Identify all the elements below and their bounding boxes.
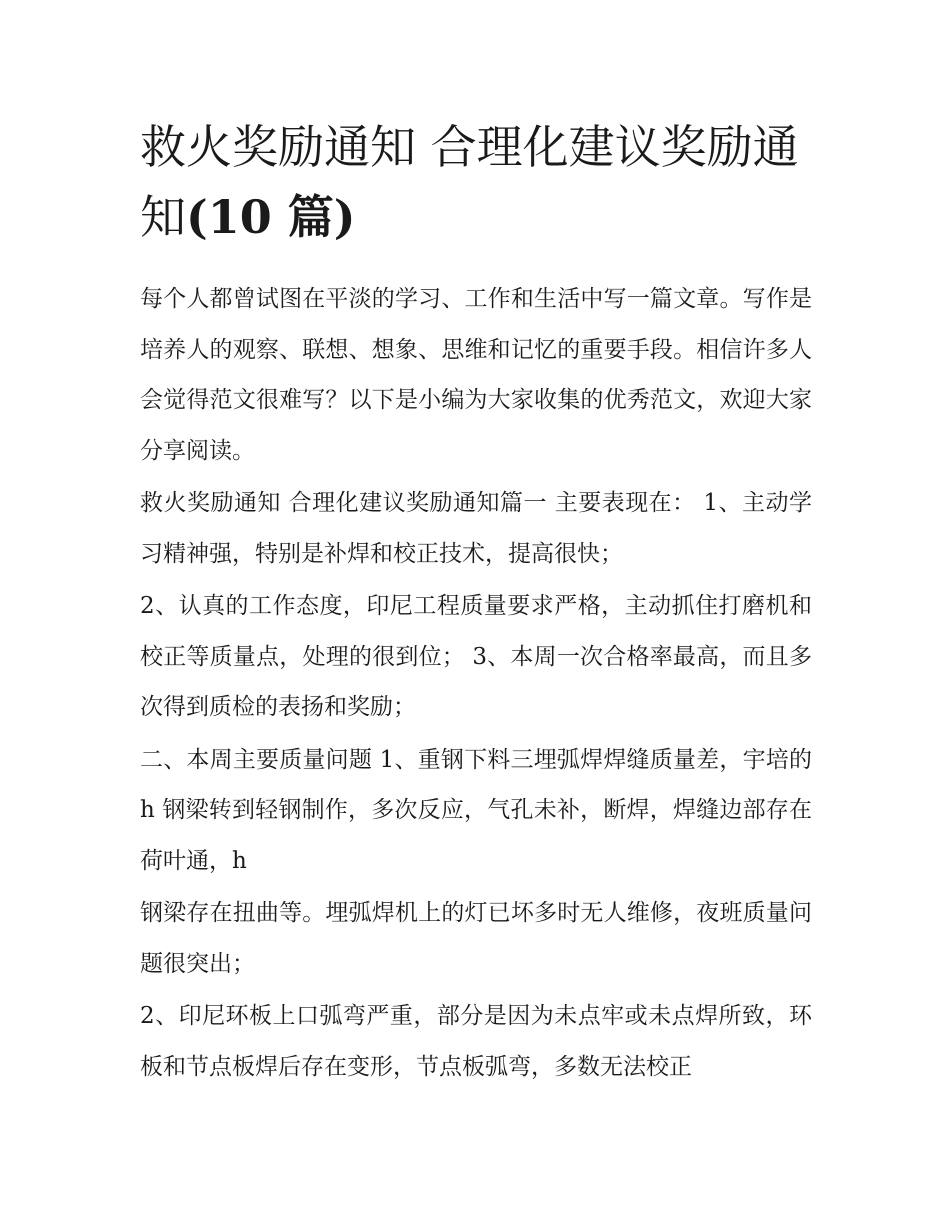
paragraph-quality-issues-cont: 钢梁存在扭曲等。埋弧焊机上的灯已坏多时无人维修，夜班质量问题很突出；: [140, 900, 812, 977]
paragraph-intro: 每个人都曾试图在平淡的学习、工作和生活中写一篇文章。写作是培养人的观察、联想、想象、思维和记忆的重要手段。相信许多人会觉得范文很难写？以下是小编为大家收集的优秀范文，欢迎大家分享阅读。: [140, 286, 812, 464]
paragraph-quality-issues: 二、本周主要质量问题 1、重钢下料三埋弧焊焊缝质量差，宇培的 h 钢梁转到轻钢制作，多次反应，气孔未补，断焊，焊缝边部存在荷叶通，h: [140, 746, 812, 874]
paragraph-ring-plate: 2、印尼环板上口弧弯严重，部分是因为未点牢或未点焊所致，环板和节点板焊后存在变形，节点板弧弯，多数无法校正: [140, 1003, 812, 1080]
document-content: [140, 112, 812, 1094]
paragraph-section-2: 2、认真的工作态度，印尼工程质量要求严格，主动抓住打磨机和校正等质量点，处理的很到位； 3、本周一次合格率最高，而且多次得到质检的表扬和奖励；: [140, 593, 812, 720]
document-title: [140, 112, 812, 252]
document-title-main: 救火奖励通知 合理化建议奖励通知: [140, 120, 799, 244]
document-title-tail: (10 篇): [186, 190, 356, 244]
paragraph-section-1: 救火奖励通知 合理化建议奖励通知篇一 主要表现在： 1、主动学习精神强，特别是补焊和校正技术，提高很快；: [140, 490, 812, 567]
